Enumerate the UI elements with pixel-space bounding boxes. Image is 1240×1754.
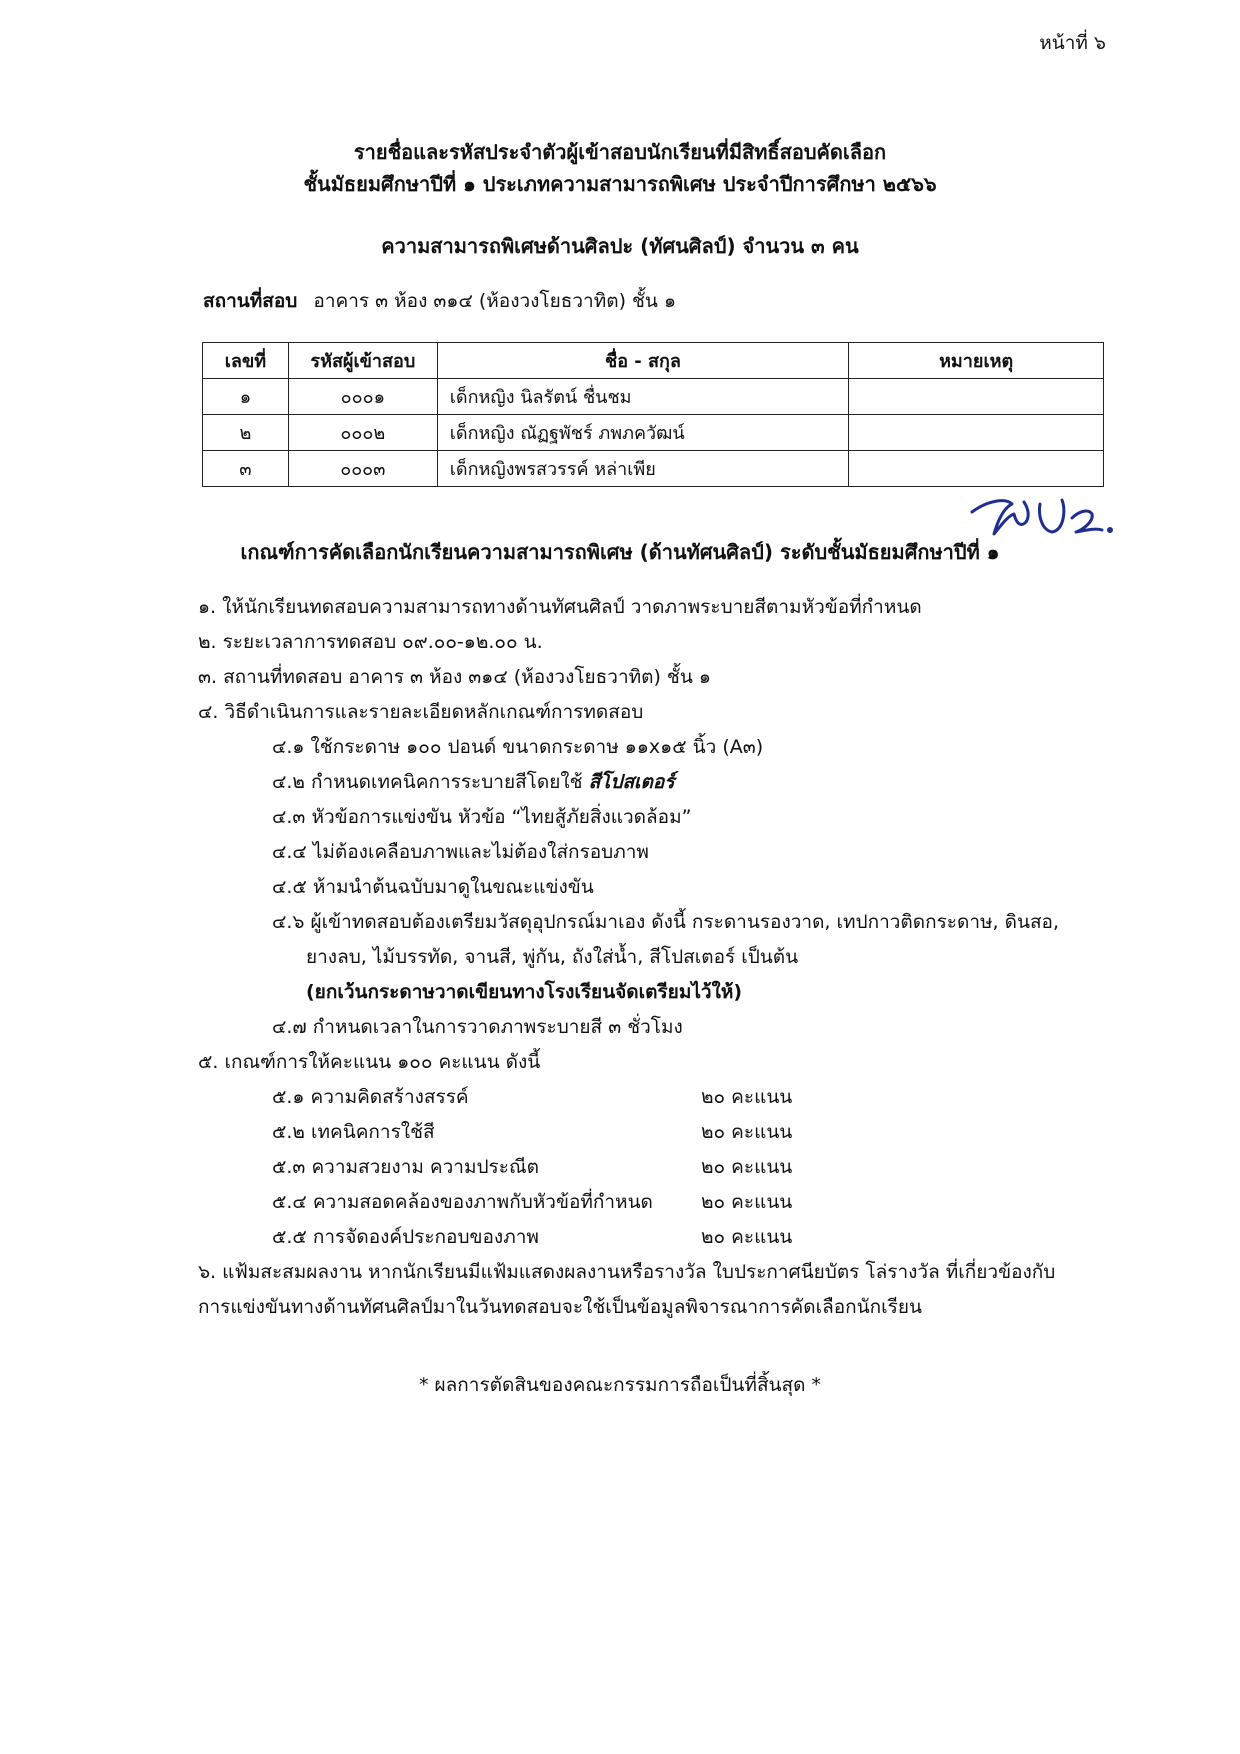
score-criterion-label: ๕.๑ ความคิดสร้างสรรค์ [272,1086,469,1108]
criteria-item-2: ๒. ระยะเวลาการทดสอบ ๐๙.๐๐-๑๒.๐๐ น. [198,631,543,653]
cell-exam-code: ๐๐๐๒ [288,415,437,451]
table-row [203,379,1104,415]
criteria-item-6-line2: การแข่งขันทางด้านทัศนศิลป์มาในวันทดสอบจะใช้เป็นข้อมูลพิจารณาการคัดเลือกนักเรียน [198,1296,922,1318]
exam-venue-value: อาคาร ๓ ห้อง ๓๑๔ (ห้องวงโยธวาทิต) ชั้น ๑ [313,290,677,312]
cell-remarks [849,379,1104,415]
handwritten-signature [968,490,1118,540]
criteria-item-4-6-note: (ยกเว้นกระดาษวาดเขียนทางโรงเรียนจัดเตรียมไว้ให้) [306,981,743,1003]
header-number: เลขที่ [203,343,289,379]
criteria-item-4-2-text: ๔.๒ กำหนดเทคนิคการระบายสีโดยใช้ [272,771,589,793]
score-criterion-points: ๒๐ คะแนน [701,1086,793,1108]
cell-number: ๑ [203,379,289,415]
header-full-name: ชื่อ - สกุล [437,343,848,379]
candidate-table [202,342,1104,487]
cell-number: ๒ [203,415,289,451]
document-title-line1: รายชื่อและรหัสประจำตัวผู้เข้าสอบนักเรียนที่มีสิทธิ์สอบคัดเลือก [353,140,887,164]
criteria-item-4-5: ๔.๕ ห้ามนำต้นฉบับมาดูในขณะแข่งขัน [272,876,594,898]
document-title-line2: ชั้นมัธยมศึกษาปีที่ ๑ ประเภทความสามารถพิเศษ ประจำปีการศึกษา ๒๕๖๖ [303,172,937,196]
criteria-item-4-7: ๔.๗ กำหนดเวลาในการวาดภาพระบายสี ๓ ชั่วโมง [272,1016,683,1038]
score-criterion-points: ๒๐ คะแนน [701,1156,793,1178]
criteria-item-4-2 [272,767,675,797]
table-row [203,451,1104,487]
cell-full-name: เด็กหญิง ณัฏฐพัชร์ ภพภควัฒน์ [437,415,848,451]
header-remarks: หมายเหตุ [849,343,1104,379]
score-criterion-points: ๒๐ คะแนน [701,1226,793,1248]
criteria-item-6-line1: ๖. แฟ้มสะสมผลงาน หากนักเรียนมีแฟ้มแสดงผลงานหรือรางวัล ใบประกาศนียบัตร โล่รางวัล ที่เกี่ยวข้องกับ [198,1261,1056,1283]
criteria-item-4-3: ๔.๓ หัวข้อการแข่งขัน หัวข้อ “ไทยสู้ภัยสิ่งแวดล้อม” [272,806,692,828]
criteria-item-4: ๔. วิธีดำเนินการและรายละเอียดหลักเกณฑ์การทดสอบ [198,701,644,723]
poster-color-emphasis: สีโปสเตอร์ [588,771,675,793]
score-criterion-label: ๕.๔ ความสอดคล้องของภาพกับหัวข้อที่กำหนด [272,1191,653,1213]
closing-note: * ผลการตัดสินของคณะกรรมการถือเป็นที่สิ้นสุด * [418,1374,822,1396]
document-subtitle: ความสามารถพิเศษด้านศิลปะ (ทัศนศิลป์) จำนวน ๓ คน [381,234,859,258]
criteria-title: เกณฑ์การคัดเลือกนักเรียนความสามารถพิเศษ (ด้านทัศนศิลป์) ระดับชั้นมัธยมศึกษาปีที่ ๑ [240,540,1000,564]
cell-exam-code: ๐๐๐๓ [288,451,437,487]
cell-full-name: เด็กหญิง นิลรัตน์ ชื่นชม [437,379,848,415]
criteria-item-3: ๓. สถานที่ทดสอบ อาคาร ๓ ห้อง ๓๑๔ (ห้องวงโยธวาทิต) ชั้น ๑ [198,666,711,688]
header-exam-code: รหัสผู้เข้าสอบ [288,343,437,379]
criteria-item-4-1: ๔.๑ ใช้กระดาษ ๑๐๐ ปอนด์ ขนาดกระดาษ ๑๑x๑๕ นิ้ว (A๓) [272,736,764,758]
score-criterion-points: ๒๐ คะแนน [701,1121,793,1143]
criteria-item-4-6-line1: ๔.๖ ผู้เข้าทดสอบต้องเตรียมวัสดุอุปกรณ์มาเอง ดังนี้ กระดานรองวาด, เทปกาวติดกระดาษ, ดินสอ, [272,911,1059,933]
cell-remarks [849,451,1104,487]
table-row [203,415,1104,451]
cell-number: ๓ [203,451,289,487]
score-criterion-label: ๕.๕ การจัดองค์ประกอบของภาพ [272,1226,539,1248]
criteria-item-1: ๑. ให้นักเรียนทดสอบความสามารถทางด้านทัศนศิลป์ วาดภาพระบายสีตามหัวข้อที่กำหนด [198,596,922,618]
exam-venue-label: สถานที่สอบ [203,290,298,312]
criteria-item-4-4: ๔.๔ ไม่ต้องเคลือบภาพและไม่ต้องใส่กรอบภาพ [272,841,649,863]
score-criterion-label: ๕.๒ เทคนิคการใช้สี [272,1121,435,1143]
criteria-item-4-6-line2: ยางลบ, ไม้บรรทัด, จานสี, พู่กัน, ถังใส่น้ำ, สีโปสเตอร์ เป็นต้น [306,946,799,968]
table-header-row [203,343,1104,379]
exam-venue [203,286,676,316]
score-criterion-points: ๒๐ คะแนน [701,1191,793,1213]
cell-full-name: เด็กหญิงพรสวรรค์ หล่าเพีย [437,451,848,487]
criteria-item-5: ๕. เกณฑ์การให้คะแนน ๑๐๐ คะแนน ดังนี้ [198,1051,541,1073]
score-criterion-label: ๕.๓ ความสวยงาม ความประณีต [272,1156,539,1178]
cell-remarks [849,415,1104,451]
cell-exam-code: ๐๐๐๑ [288,379,437,415]
page-number: หน้าที่ ๖ [1039,32,1106,54]
